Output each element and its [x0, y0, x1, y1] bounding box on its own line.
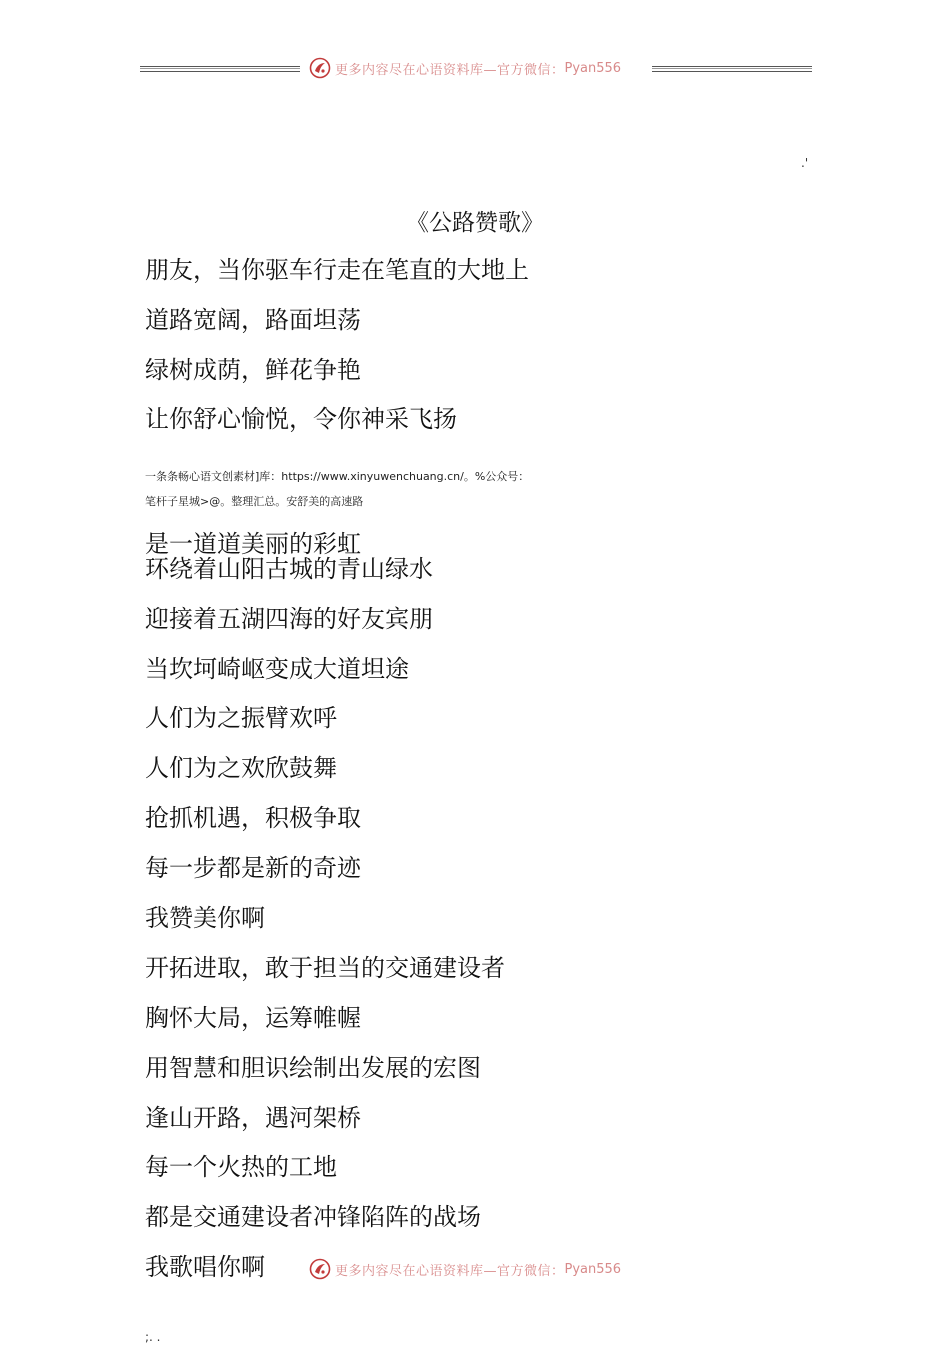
poem-line: 胸怀大局，运筹帷幄	[145, 1004, 361, 1032]
source-note: 一条条畅心语文创素材]库：https://www.xinyuwenchuang.cn/。%公众号：	[145, 470, 530, 483]
poem-line: 是一道道美丽的彩虹	[145, 530, 361, 558]
poem-title: 《公路赞歌》	[406, 210, 544, 236]
banner-text: 更多内容尽在心语资料库—官方微信：	[335, 62, 565, 78]
poem-line: 当坎坷崎岖变成大道坦途	[145, 655, 409, 683]
corner-mark: .'	[801, 156, 809, 170]
poem-line: 朋友，当你驱车行走在笔直的大地上	[145, 256, 529, 284]
source-note: 笔杆子星城>@。整理汇总。安舒美的高速路	[145, 495, 364, 508]
footer-mark: ;. .	[145, 1330, 161, 1344]
poem-line: 道路宽阔，路面坦荡	[145, 306, 361, 334]
banner-wechat-id: Pyan556	[564, 60, 622, 76]
banner-wechat-id: Pyan556	[564, 1261, 622, 1277]
poem-line: 逢山开路，遇河架桥	[145, 1104, 361, 1132]
poem-line: 用智慧和胆识绘制出发展的宏图	[145, 1054, 481, 1082]
brand-logo-icon	[309, 57, 331, 79]
poem-line: 都是交通建设者冲锋陷阵的战场	[145, 1203, 481, 1231]
footer-banner	[309, 1258, 621, 1280]
header-banner	[309, 57, 621, 79]
poem-line: 环绕着山阳古城的青山绿水	[145, 555, 433, 583]
poem-line: 每一个火热的工地	[145, 1153, 337, 1181]
poem-line: 开拓进取，敢于担当的交通建设者	[145, 954, 505, 982]
brand-logo-icon	[309, 1258, 331, 1280]
poem-line: 人们为之欢欣鼓舞	[145, 754, 337, 782]
poem-line: 我赞美你啊	[145, 904, 265, 932]
poem-line: 每一步都是新的奇迹	[145, 854, 361, 882]
poem-line: 人们为之振臂欢呼	[145, 704, 337, 732]
poem-line: 迎接着五湖四海的好友宾朋	[145, 605, 433, 633]
banner-text: 更多内容尽在心语资料库—官方微信：	[335, 1263, 565, 1279]
header-rule-right	[652, 66, 812, 72]
poem-line: 我歌唱你啊	[145, 1253, 265, 1281]
poem-line: 绿树成荫，鲜花争艳	[145, 356, 361, 384]
poem-line: 让你舒心愉悦，令你神采飞扬	[145, 405, 457, 433]
poem-line: 抢抓机遇，积极争取	[145, 804, 361, 832]
header-rule-left	[140, 66, 300, 72]
